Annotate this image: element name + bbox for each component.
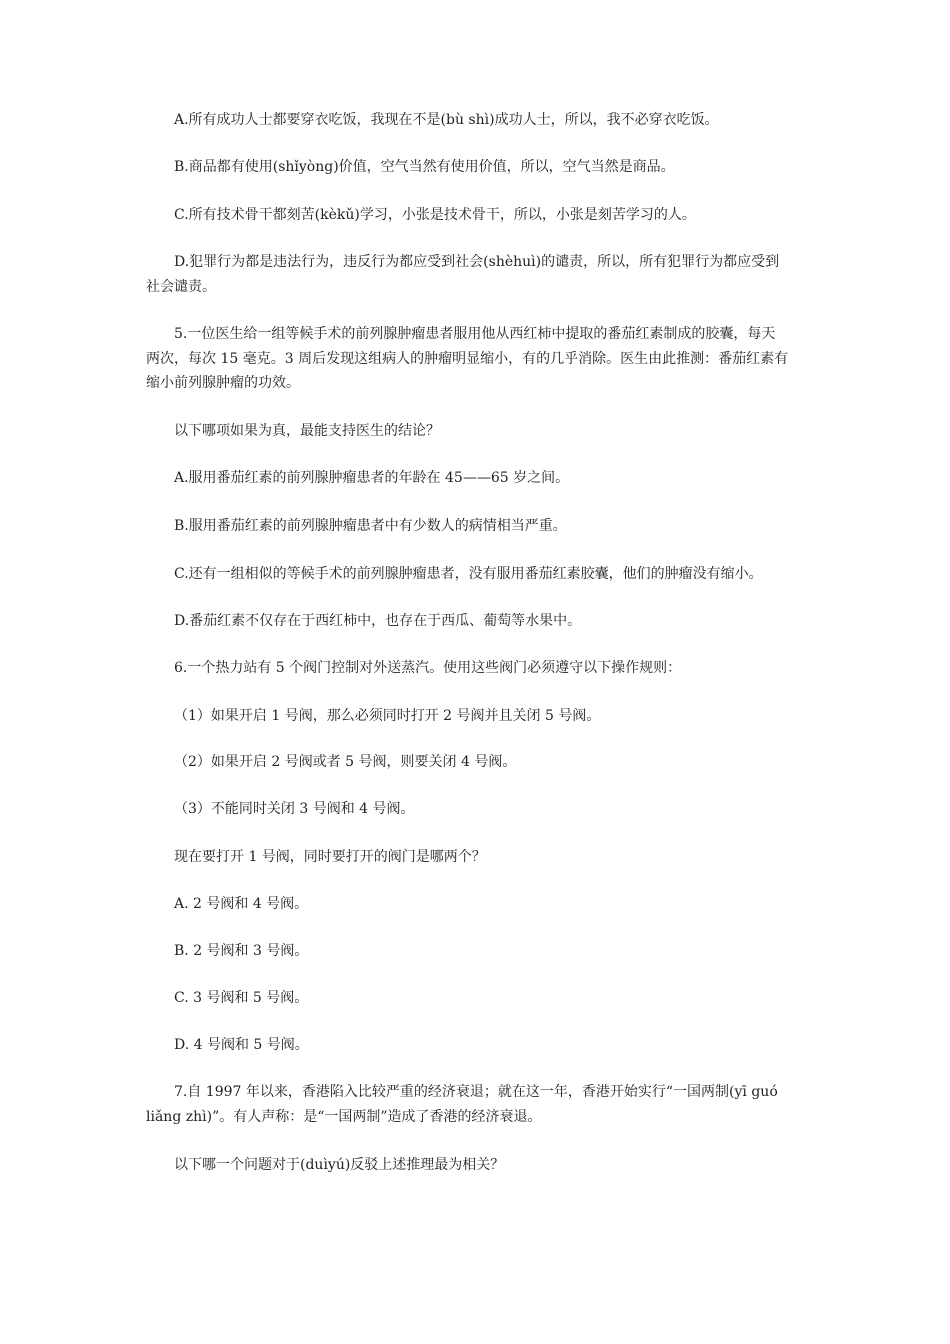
option-c-q5: C.还有一组相似的等候手术的前列腺肿瘤患者，没有服用番茄红素胶囊，他们的肿瘤没有缩小。	[174, 566, 763, 582]
option-a-q5: A.服用番茄红素的前列腺肿瘤患者的年龄在 45——65 岁之间。	[174, 470, 570, 486]
rule-1: （1）如果开启 1 号阀，那么必须同时打开 2 号阀并且关闭 5 号阀。	[174, 708, 601, 724]
option-a-q6: A. 2 号阀和 4 号阀。	[174, 896, 309, 912]
question-5-line2: 两次，每次 15 毫克。3 周后发现这组病人的肿瘤明显缩小，有的几乎消除。医生由此推测：番茄红素有	[146, 351, 789, 367]
rule-2: （2）如果开启 2 号阀或者 5 号阀，则要关闭 4 号阀。	[174, 754, 517, 770]
option-a-q4: A.所有成功人士都要穿衣吃饭，我现在不是(bù shì)成功人士，所以，我不必穿衣吃饭。	[174, 112, 719, 128]
option-c-q6: C. 3 号阀和 5 号阀。	[174, 990, 309, 1006]
option-c-q4: C.所有技术骨干都刻苦(kèkǔ)学习，小张是技术骨干，所以，小张是刻苦学习的人。	[174, 207, 696, 223]
option-d-q6: D. 4 号阀和 5 号阀。	[174, 1037, 309, 1053]
option-b-q6: B. 2 号阀和 3 号阀。	[174, 943, 309, 959]
option-d-q4-line2: 社会谴责。	[146, 279, 216, 295]
question-7-prompt: 以下哪一个问题对于(duìyú)反驳上述推理最为相关？	[174, 1157, 505, 1173]
question-5-line1: 5.一位医生给一组等候手术的前列腺肿瘤患者服用他从西红柿中提取的番茄红素制成的胶囊，每天	[174, 326, 776, 342]
option-b-q4: B.商品都有使用(shǐyòng)价值，空气当然有使用价值，所以，空气当然是商品。	[174, 159, 675, 175]
question-5-line3: 缩小前列腺肿瘤的功效。	[146, 375, 300, 391]
question-5-prompt: 以下哪项如果为真，最能支持医生的结论？	[174, 423, 440, 439]
rule-3: （3）不能同时关闭 3 号阀和 4 号阀。	[174, 801, 415, 817]
option-d-q4-line1: D.犯罪行为都是违法行为，违反行为都应受到社会(shèhuì)的谴责，所以，所有犯罪行为都应受到	[174, 254, 780, 270]
question-6: 6.一个热力站有 5 个阀门控制对外送蒸汽。使用这些阀门必须遵守以下操作规则：	[174, 660, 682, 676]
option-d-q5: D.番茄红素不仅存在于西红柿中，也存在于西瓜、葡萄等水果中。	[174, 613, 582, 629]
question-6-prompt: 现在要打开 1 号阀，同时要打开的阀门是哪两个？	[174, 849, 486, 865]
question-7-line2: liǎng zhì)”。有人声称：是“一国两制”造成了香港的经济衰退。	[146, 1109, 542, 1125]
option-b-q5: B.服用番茄红素的前列腺肿瘤患者中有少数人的病情相当严重。	[174, 518, 567, 534]
question-7-line1: 7.自 1997 年以来，香港陷入比较严重的经济衰退；就在这一年，香港开始实行“一国两制(yī guó	[174, 1084, 778, 1100]
